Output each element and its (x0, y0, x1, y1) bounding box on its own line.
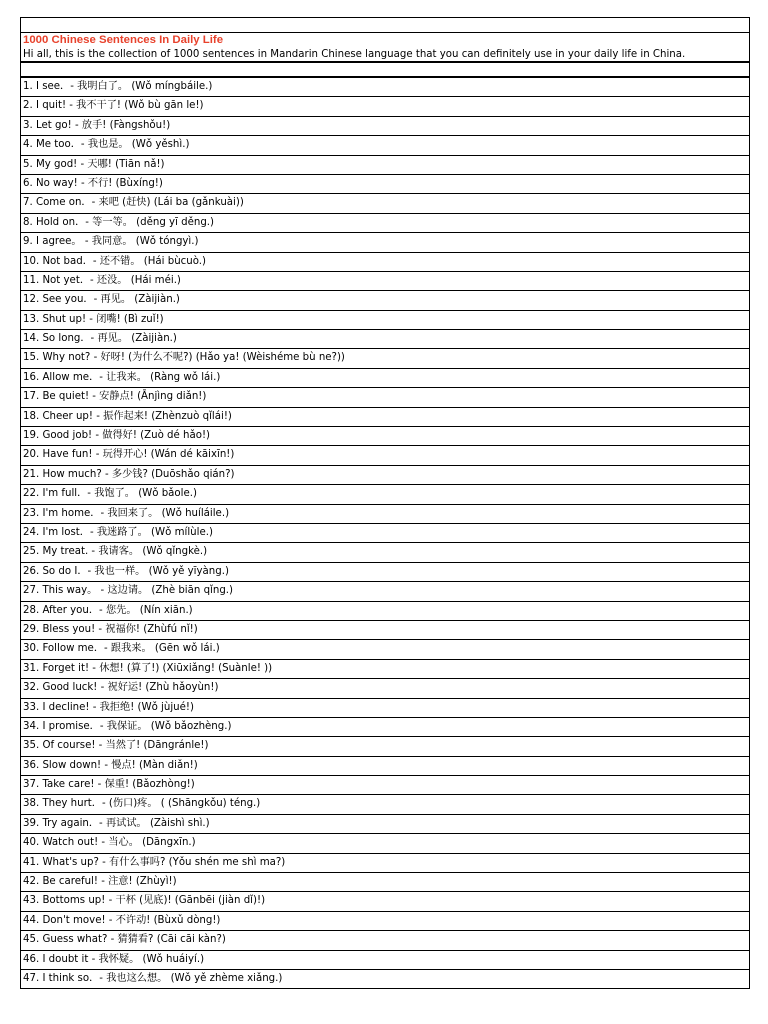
sentence-row: 41. What's up? - 有什么事吗? (Yǒu shén me shì ma?) (20, 854, 750, 873)
sentence-row: 40. Watch out! - 当心。 (Dāngxīn.) (20, 834, 750, 853)
sentence-row: 13. Shut up! - 闭嘴! (Bì zuǐ!) (20, 311, 750, 330)
sentence-list (20, 78, 750, 989)
sentence-row: 44. Don't move! - 不许动! (Bùxǔ dòng!) (20, 912, 750, 931)
sentence-row: 24. I'm lost．- 我迷路了。 (Wǒ mílùle.) (20, 524, 750, 543)
sentence-row: 9. I agree。 - 我同意。 (Wǒ tóngyì.) (20, 233, 750, 252)
sentence-row: 7. Come on．- 来吧 (赶快) (Lái ba (gǎnkuài)) (20, 194, 750, 213)
sentence-row: 5. My god! - 天哪! (Tiān nǎ!) (20, 156, 750, 175)
sentence-row: 14. So long．- 再见。 (Zàijiàn.) (20, 330, 750, 349)
sentence-row: 45. Guess what? - 猜猜看? (Cāi cāi kàn?) (20, 931, 750, 950)
sentence-row: 31. Forget it! - 休想! (算了!) (Xiūxiǎng! (Suànle! )) (20, 660, 750, 679)
sentence-row: 35. Of course! - 当然了! (Dāngránle!) (20, 737, 750, 756)
sentence-row: 22. I'm full．- 我饱了。 (Wǒ bǎole.) (20, 485, 750, 504)
sentence-row: 30. Follow me．- 跟我来。 (Gēn wǒ lái.) (20, 640, 750, 659)
sentence-row: 33. I decline! - 我拒绝! (Wǒ jùjué!) (20, 699, 750, 718)
sentence-row: 29. Bless you! - 祝福你! (Zhùfú nǐ!) (20, 621, 750, 640)
sentence-row: 28. After you．- 您先。 (Nín xiān.) (20, 602, 750, 621)
sentence-row: 8. Hold on．- 等一等。 (děng yī děng.) (20, 214, 750, 233)
page-title: 1000 Chinese Sentences In Daily Life (20, 33, 750, 49)
sentence-row: 47. I think so．- 我也这么想。 (Wǒ yě zhème xiǎng.) (20, 970, 750, 989)
sentence-row: 36. Slow down! - 慢点! (Màn diǎn!) (20, 757, 750, 776)
sentence-row: 26. So do I．- 我也一样。 (Wǒ yě yīyàng.) (20, 563, 750, 582)
sentence-row: 4. Me too．- 我也是。 (Wǒ yěshì.) (20, 136, 750, 155)
sentence-row: 38. They hurt．- (伤口)疼。 ( (Shāngkǒu) téng.) (20, 795, 750, 814)
sentence-row: 43. Bottoms up! - 干杯 (见底)! (Gānbēi (jiàn dǐ)!) (20, 892, 750, 911)
sentence-row: 42. Be careful! - 注意! (Zhùyì!) (20, 873, 750, 892)
sentence-row: 16. Allow me．- 让我来。 (Ràng wǒ lái.) (20, 369, 750, 388)
sentence-row: 39. Try again．- 再试试。 (Zàishì shì.) (20, 815, 750, 834)
sentence-row: 32. Good luck! - 祝好运! (Zhù hǎoyùn!) (20, 679, 750, 698)
sentence-row: 17. Be quiet! - 安静点! (Ānjìng diǎn!) (20, 388, 750, 407)
sentence-row: 37. Take care! - 保重! (Bǎozhòng!) (20, 776, 750, 795)
sentence-row: 19. Good job! - 做得好! (Zuò dé hǎo!) (20, 427, 750, 446)
sentence-row: 18. Cheer up! - 振作起来! (Zhènzuò qǐlái!) (20, 408, 750, 427)
sentence-row: 21. How much? - 多少钱? (Duōshǎo qián?) (20, 466, 750, 485)
sentence-row: 2. I quit! - 我不干了! (Wǒ bù gān le!) (20, 97, 750, 116)
sentence-row: 10. Not bad．- 还不错。 (Hái bùcuò.) (20, 253, 750, 272)
sentence-sheet (20, 17, 750, 989)
sentence-row: 25. My treat. - 我请客。 (Wǒ qǐngkè.) (20, 543, 750, 562)
sentence-row: 11. Not yet．- 还没。 (Hái méi.) (20, 272, 750, 291)
sentence-row: 27. This way。 - 这边请。 (Zhè biān qǐng.) (20, 582, 750, 601)
blank-header-row (20, 18, 750, 33)
sentence-row: 23. I'm home．- 我回来了。 (Wǒ huíláile.) (20, 505, 750, 524)
sentence-row: 46. I doubt it - 我怀疑。 (Wǒ huáiyí.) (20, 951, 750, 970)
sentence-row: 12. See you．- 再见。 (Zàijiàn.) (20, 291, 750, 310)
sentence-row: 20. Have fun! - 玩得开心! (Wán dé kāixīn!) (20, 446, 750, 465)
intro-text: Hi all, this is the collection of 1000 sentences in Mandarin Chinese language that you can definitely use in your daily life in China. (20, 49, 750, 63)
sentence-row: 1. I see．- 我明白了。 (Wǒ míngbáile.) (20, 78, 750, 97)
sentence-row: 15. Why not? - 好呀! (为什么不呢?) (Hǎo ya! (Wèishéme bù ne?)) (20, 349, 750, 368)
sentence-row: 34. I promise．- 我保证。 (Wǒ bǎozhèng.) (20, 718, 750, 737)
sentence-row: 6. No way! - 不行! (Bùxíng!) (20, 175, 750, 194)
spacer-row (20, 63, 750, 78)
sentence-row: 3. Let go! - 放手! (Fàngshǒu!) (20, 117, 750, 136)
